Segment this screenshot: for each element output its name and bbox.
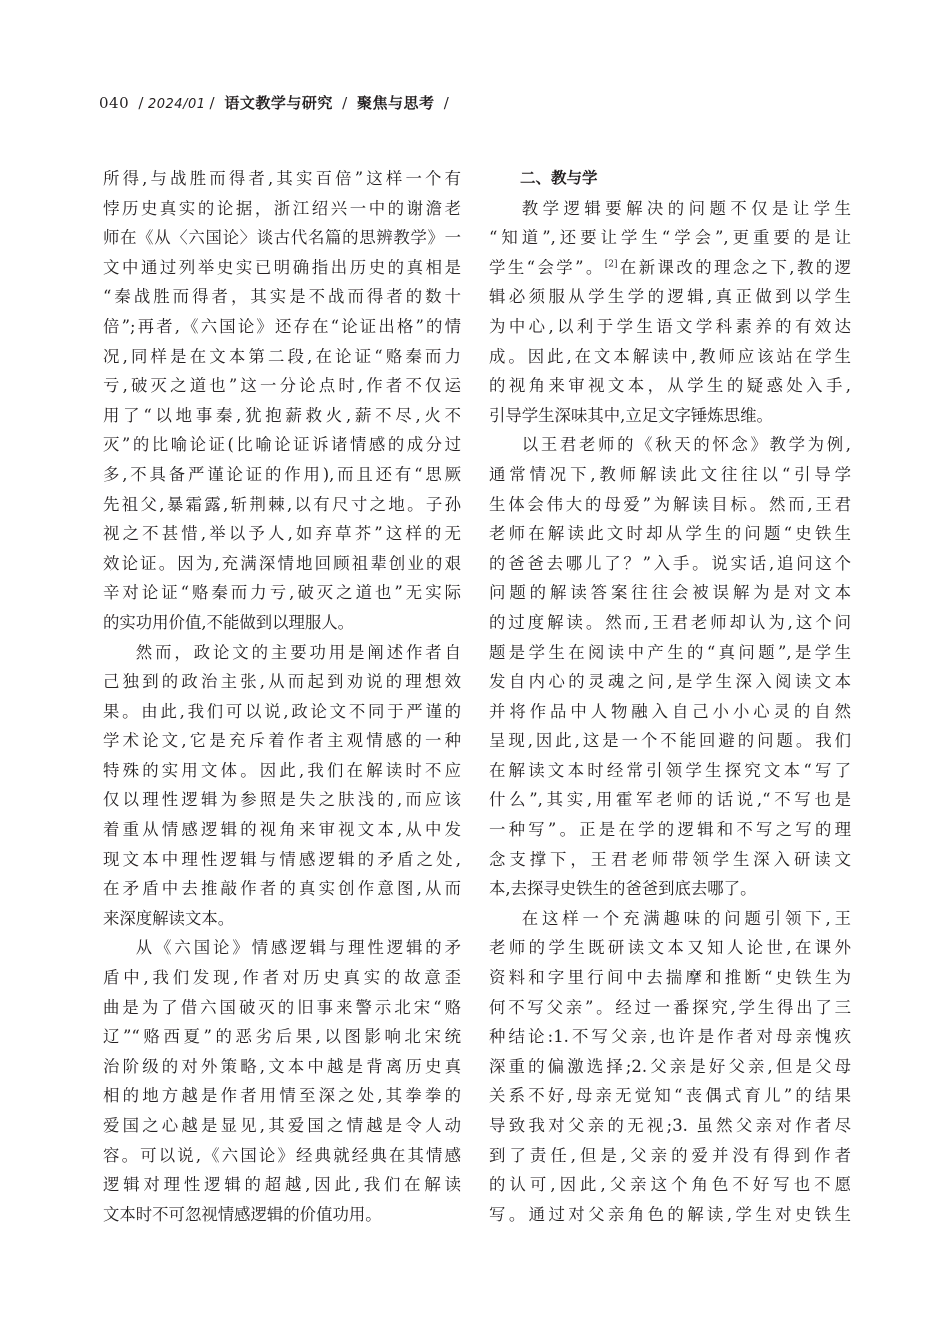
section-heading: 二、教与学: [520, 169, 598, 187]
text-line: 辑必须服从学生学的逻辑,真正做到以学生: [489, 287, 851, 307]
header-separator: /: [138, 94, 144, 112]
text-line: 治阶级的对外策略,文本中越是背离历史真: [103, 1056, 461, 1076]
text-line: 的过度解读。然而,王君老师却认为,这个问: [489, 612, 851, 632]
text-line: 为中心,以利于学生语文学科素养的有效达: [489, 316, 851, 336]
page-number: 040: [99, 94, 130, 112]
year-issue: 2024/01: [147, 97, 206, 112]
header-separator: /: [209, 94, 216, 112]
text-line: 特殊的实用文体。因此,我们在解读时不应: [103, 760, 461, 780]
text-line: 灭”的比喻论证(比喻论证诉诸情感的成分过: [103, 435, 461, 455]
text-line: 学生“会学”。[2]在新课改的理念之下,教的逻: [489, 257, 851, 277]
text-line: 何不写父亲”。经过一番探究,学生得出了三: [489, 997, 851, 1017]
text-line: 倍”;再者,《六国论》还存在“论证出格”的情: [103, 316, 461, 336]
text-line: 来深度解读文本。: [103, 908, 235, 928]
paragraph: [103, 933, 461, 1229]
text-line: 本,去探寻史铁生的爸爸到底去哪了。: [489, 879, 757, 899]
text-line: 视之不甚惜,举以予人,如弃草芥”这样的无: [103, 524, 461, 544]
text-line: 深重的偏激选择;2.父亲是好父亲,但是父母: [489, 1056, 851, 1076]
text-line: “知道”,还要让学生“学会”,更重要的是让: [489, 228, 851, 248]
column-name: 聚焦与思考: [356, 94, 435, 112]
citation-ref: [2]: [604, 259, 618, 270]
text-line: 从《六国论》情感逻辑与理性逻辑的矛: [135, 938, 461, 958]
text-line: 在矛盾中去推敲作者的真实创作意图,从而: [103, 879, 461, 899]
header-separator: /: [443, 94, 450, 112]
text-line: 以王君老师的《秋天的怀念》教学为例,: [521, 435, 851, 455]
text-line: 老师的学生既研读文本又知人论世,在课外: [489, 938, 851, 958]
text-line: 的爸爸去哪儿了？”入手。说实话,追问这个: [489, 553, 851, 573]
text-line: 仅以理性逻辑为参照是失之肤浅的,而应该: [103, 790, 461, 810]
text-line: 文中通过列举史实已明确指出历史的真相是: [103, 257, 461, 277]
text-line: 多,不具备严谨论证的作用),而且还有“思厥: [103, 464, 461, 484]
text-line: 念支撑下，王君老师带领学生深入研读文: [489, 849, 851, 869]
text-line: 成。因此,在文本解读中,教师应该站在学生: [489, 346, 851, 366]
text-line: 写。通过对父亲角色的解读,学生对史铁生: [489, 1204, 851, 1224]
text-line: 相的地方越是作者用情至深之处,其拳拳的: [103, 1086, 461, 1106]
running-header: [99, 92, 453, 113]
text-line: 己独到的政治主张,从而起到劝说的理想效: [103, 672, 461, 692]
text-line: 容。可以说,《六国论》经典就经典在其情感: [103, 1145, 461, 1165]
header-separator: /: [342, 94, 348, 112]
paragraph: [489, 430, 851, 904]
text-line: 并将作品中人物融入自己小小心灵的自然: [489, 701, 851, 721]
text-line: 呈现,因此,这是一个不能回避的问题。我们: [489, 731, 851, 751]
text-line: 什么”,其实,用霍军老师的话说,“不写也是: [489, 790, 851, 810]
text-line: 发自内心的灵魂之问,是学生深入阅读文本: [489, 672, 851, 692]
journal-name: 语文教学与研究: [224, 94, 333, 112]
text-line: 辛对论证“赂秦而力亏,破灭之道也”无实际: [103, 583, 461, 603]
text-line: 关系不好,母亲无觉知“丧偶式育儿”的结果: [489, 1086, 851, 1106]
text-line: 学术论文,它是充斥着作者主观情感的一种: [103, 731, 461, 751]
text-line: 的视角来审视文本，从学生的疑惑处入手,: [489, 376, 851, 396]
text-line: 亏,破灭之道也”这一分论点时,作者不仅运: [103, 376, 461, 396]
text-line: 然而，政论文的主要功用是阐述作者自: [135, 642, 461, 662]
text-line: 效论证。因为,充满深情地回顾祖辈创业的艰: [103, 553, 461, 573]
text-line: 的实功用价值,不能做到以理服人。: [103, 612, 355, 632]
left-text-column: [103, 164, 461, 1229]
text-line: 用了“以地事秦,犹抱薪救火,薪不尽,火不: [103, 405, 461, 425]
text-line: 况,同样是在文本第二段,在论证“赂秦而力: [103, 346, 461, 366]
text-line: 现文本中理性逻辑与情感逻辑的矛盾之处,: [103, 849, 461, 869]
text-line: 文本时不可忽视情感逻辑的价值功用。: [103, 1204, 382, 1224]
text-line: 种结论:1.不写父亲,也许是作者对母亲愧疚: [489, 1027, 851, 1047]
text-line: 曲是为了借六国破灭的旧事来警示北宋“赂: [103, 997, 461, 1017]
text-line: 所得,与战胜而得者,其实百倍”这样一个有: [103, 169, 461, 188]
text-line: 到了责任,但是,父亲的爱并没有得到作者: [489, 1145, 851, 1165]
paragraph: [103, 164, 461, 638]
text-line: 悖历史真实的论据，浙江绍兴一中的谢澹老: [103, 198, 461, 218]
text-line: 的认可,因此,父亲这个角色不好写也不愿: [489, 1175, 851, 1195]
text-line: 爱国之心越是显见,其爱国之情越是令人动: [103, 1116, 461, 1135]
text-line: 师在《从〈六国论〉谈古代名篇的思辨教学》一: [103, 228, 461, 248]
text-line: 果。由此,我们可以说,政论文不同于严谨的: [103, 701, 461, 721]
text-line: 着重从情感逻辑的视角来审视文本,从中发: [103, 820, 461, 840]
text-line: 生体会伟大的母爱”为解读目标。然而,王君: [489, 494, 851, 514]
text-line: 在这样一个充满趣味的问题引领下,王: [521, 908, 851, 928]
text-line: 一种写”。正是在学的逻辑和不写之写的理: [489, 820, 851, 840]
right-text-column: [489, 164, 851, 1229]
paragraph: [103, 638, 461, 934]
text-line: 问题的解读答案往往会被误解为是对文本: [489, 583, 851, 603]
text-line: 教学逻辑要解决的问题不仅是让学生: [521, 198, 851, 218]
text-line: 老师在解读此文时却从学生的问题“史铁生: [489, 524, 851, 544]
paragraph: [489, 194, 851, 431]
text-line: “秦战胜而得者，其实是不战而得者的数十: [103, 287, 461, 307]
text-line: 逻辑对理性逻辑的超越,因此,我们在解读: [103, 1175, 461, 1195]
text-line: 题是学生在阅读中产生的“真问题”,是学生: [489, 642, 851, 662]
text-line: 先祖父,暴霜露,斩荆棘,以有尺寸之地。子孙: [103, 494, 461, 514]
text-line: 在解读文本时经常引领学生探究文本“写了: [489, 760, 851, 780]
text-line: 资料和字里行间中去揣摩和推断“史铁生为: [489, 968, 851, 988]
text-line: 辽”“赂西夏”的恶劣后果,以图影响北宋统: [103, 1027, 461, 1047]
paragraph: [489, 904, 851, 1230]
text-line: 盾中,我们发现,作者对历史真实的故意歪: [103, 968, 461, 988]
text-line: 通常情况下,教师解读此文往往以“引导学: [489, 464, 851, 484]
text-line: 导致我对父亲的无视;3. 虽然父亲对作者尽: [489, 1116, 851, 1135]
text-line: 引导学生深味其中,立足文字锤炼思维。: [489, 405, 773, 425]
